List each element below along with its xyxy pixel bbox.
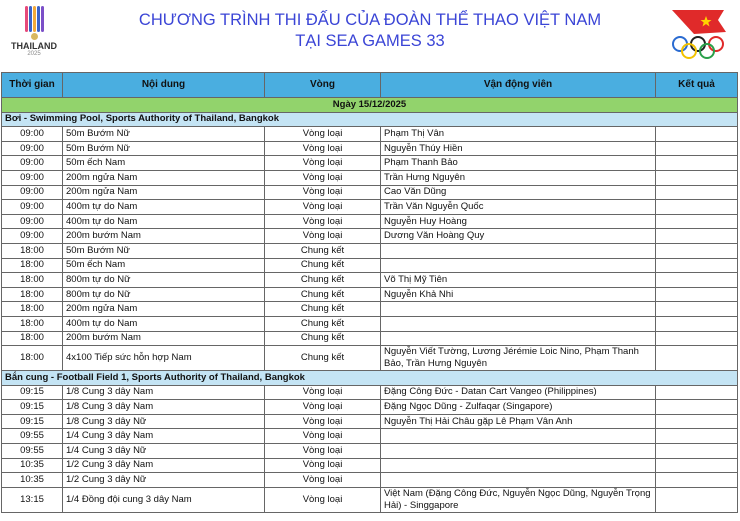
event-cell: 400m tự do Nam (63, 200, 265, 215)
round-cell: Vòng loại (265, 170, 381, 185)
sea-games-logo (10, 6, 58, 58)
athletes-cell: Phạm Thanh Bảo (381, 156, 656, 171)
round-cell: Vòng loại (265, 429, 381, 444)
result-cell (656, 243, 738, 258)
table-row (2, 473, 738, 488)
table-row (2, 414, 738, 429)
event-cell: 200m ngửa Nam (63, 170, 265, 185)
table-row (2, 444, 738, 459)
event-cell: 1/8 Cung 3 dây Nữ (63, 414, 265, 429)
event-cell: 50m Bướm Nữ (63, 127, 265, 142)
time-cell: 18:00 (2, 287, 63, 302)
event-cell: 200m ngửa Nam (63, 302, 265, 317)
table-row (2, 200, 738, 215)
time-cell: 09:00 (2, 200, 63, 215)
logo-year: 2025 (27, 51, 41, 57)
result-cell (656, 229, 738, 244)
event-cell: 50m ếch Nam (63, 156, 265, 171)
result-cell (656, 385, 738, 400)
round-cell: Vòng loại (265, 385, 381, 400)
table-row (2, 400, 738, 415)
round-cell: Vòng loại (265, 458, 381, 473)
time-cell: 09:00 (2, 141, 63, 156)
table-row (2, 302, 738, 317)
time-cell: 18:00 (2, 243, 63, 258)
round-cell: Vòng loại (265, 487, 381, 512)
athletes-cell: Trần Hưng Nguyên (381, 170, 656, 185)
round-cell: Chung kết (265, 346, 381, 371)
table-row (2, 258, 738, 273)
round-cell: Chung kết (265, 258, 381, 273)
round-cell: Vòng loại (265, 141, 381, 156)
athletes-cell: Nguyễn Thúy Hiền (381, 141, 656, 156)
round-cell: Vòng loại (265, 400, 381, 415)
time-cell: 09:00 (2, 185, 63, 200)
time-cell: 18:00 (2, 316, 63, 331)
time-cell: 13:15 (2, 487, 63, 512)
athletes-cell: Nguyễn Khả Nhi (381, 287, 656, 302)
athletes-cell: Cao Văn Dũng (381, 185, 656, 200)
round-cell: Chung kết (265, 273, 381, 288)
round-cell: Vòng loại (265, 156, 381, 171)
result-cell (656, 473, 738, 488)
athletes-cell: Nguyễn Viết Tường, Lương Jérémie Loic Nino, Phạm Thanh Bảo, Trần Hưng Nguyên (381, 346, 656, 371)
event-cell: 800m tự do Nữ (63, 287, 265, 302)
athletes-cell (381, 331, 656, 346)
time-cell: 18:00 (2, 302, 63, 317)
event-cell: 4x100 Tiếp sức hỗn hợp Nam (63, 346, 265, 371)
event-cell: 1/8 Cung 3 dây Nam (63, 385, 265, 400)
venue-label: Bắn cung - Football Field 1, Sports Authority of Thailand, Bangkok (2, 371, 738, 386)
time-cell: 18:00 (2, 273, 63, 288)
page-title (100, 10, 640, 52)
result-cell (656, 258, 738, 273)
athletes-cell (381, 444, 656, 459)
round-cell: Vòng loại (265, 127, 381, 142)
time-cell: 09:15 (2, 385, 63, 400)
table-row (2, 487, 738, 512)
athletes-cell: Võ Thị Mỹ Tiên (381, 273, 656, 288)
date-row (2, 98, 738, 113)
round-cell: Chung kết (265, 316, 381, 331)
round-cell: Vòng loại (265, 229, 381, 244)
result-cell (656, 273, 738, 288)
col-event: Nội dung (63, 73, 265, 98)
result-cell (656, 127, 738, 142)
table-row (2, 385, 738, 400)
round-cell: Chung kết (265, 302, 381, 317)
result-cell (656, 444, 738, 459)
event-cell: 1/4 Đồng đội cung 3 dây Nam (63, 487, 265, 512)
time-cell: 09:15 (2, 400, 63, 415)
event-cell: 1/4 Cung 3 dây Nam (63, 429, 265, 444)
time-cell: 10:35 (2, 473, 63, 488)
event-cell: 50m ếch Nam (63, 258, 265, 273)
result-cell (656, 414, 738, 429)
athletes-cell (381, 243, 656, 258)
athletes-cell: Đặng Công Đức - Datan Cart Vangeo (Philippines) (381, 385, 656, 400)
event-cell: 1/2 Cung 3 dây Nam (63, 458, 265, 473)
result-cell (656, 200, 738, 215)
round-cell: Vòng loại (265, 200, 381, 215)
logo-text: THAILAND (11, 41, 57, 51)
result-cell (656, 156, 738, 171)
table-row (2, 346, 738, 371)
vietnam-olympic-logo (668, 8, 730, 60)
round-cell: Vòng loại (265, 444, 381, 459)
table-row (2, 156, 738, 171)
result-cell (656, 346, 738, 371)
event-cell: 800m tự do Nữ (63, 273, 265, 288)
table-row (2, 243, 738, 258)
title-line-1: CHƯƠNG TRÌNH THI ĐẤU CỦA ĐOÀN THỂ THAO VIỆT NAM (138, 11, 602, 29)
round-cell: Vòng loại (265, 414, 381, 429)
athletes-cell (381, 302, 656, 317)
table-row (2, 273, 738, 288)
col-result: Kết quả (656, 73, 738, 98)
table-row (2, 127, 738, 142)
athletes-cell: Nguyễn Huy Hoàng (381, 214, 656, 229)
time-cell: 09:00 (2, 156, 63, 171)
event-cell: 200m ngửa Nam (63, 185, 265, 200)
result-cell (656, 185, 738, 200)
table-row (2, 287, 738, 302)
athletes-cell: Việt Nam (Đặng Công Đức, Nguyễn Ngọc Dũng, Nguyễn Trọng Hải) - Singgapore (381, 487, 656, 512)
table-row (2, 229, 738, 244)
time-cell: 09:00 (2, 170, 63, 185)
result-cell (656, 331, 738, 346)
table-row (2, 331, 738, 346)
schedule-table (1, 72, 738, 513)
result-cell (656, 487, 738, 512)
result-cell (656, 400, 738, 415)
table-row (2, 316, 738, 331)
athletes-cell: Đặng Ngọc Dũng - Zulfaqar (Singapore) (381, 400, 656, 415)
athletes-cell: Trần Văn Nguyễn Quốc (381, 200, 656, 215)
event-cell: 50m Bướm Nữ (63, 141, 265, 156)
col-time: Thời gian (2, 73, 63, 98)
venue-label: Bơi - Swimming Pool, Sports Authority of Thailand, Bangkok (2, 112, 738, 127)
col-round: Vòng (265, 73, 381, 98)
table-row (2, 458, 738, 473)
time-cell: 10:35 (2, 458, 63, 473)
time-cell: 09:15 (2, 414, 63, 429)
table-row (2, 170, 738, 185)
event-cell: 400m tự do Nam (63, 214, 265, 229)
athletes-cell (381, 258, 656, 273)
time-cell: 09:55 (2, 429, 63, 444)
event-cell: 1/2 Cung 3 dây Nữ (63, 473, 265, 488)
event-cell: 200m bướm Nam (63, 331, 265, 346)
round-cell: Vòng loại (265, 473, 381, 488)
time-cell: 18:00 (2, 346, 63, 371)
time-cell: 18:00 (2, 331, 63, 346)
event-cell: 1/8 Cung 3 dây Nam (63, 400, 265, 415)
title-line-2: TẠI SEA GAMES 33 (295, 32, 445, 50)
athletes-cell (381, 458, 656, 473)
venue-row (2, 371, 738, 386)
event-cell: 1/4 Cung 3 dây Nữ (63, 444, 265, 459)
col-athletes: Vận động viên (381, 73, 656, 98)
athletes-cell: Nguyễn Thị Hải Châu gặp Lê Phạm Vân Anh (381, 414, 656, 429)
result-cell (656, 214, 738, 229)
time-cell: 09:00 (2, 214, 63, 229)
time-cell: 09:00 (2, 229, 63, 244)
venue-row (2, 112, 738, 127)
round-cell: Vòng loại (265, 214, 381, 229)
result-cell (656, 458, 738, 473)
round-cell: Vòng loại (265, 185, 381, 200)
time-cell: 09:55 (2, 444, 63, 459)
result-cell (656, 141, 738, 156)
result-cell (656, 429, 738, 444)
table-row (2, 214, 738, 229)
athletes-cell (381, 429, 656, 444)
event-cell: 200m bướm Nam (63, 229, 265, 244)
table-header (2, 73, 738, 98)
table-row (2, 185, 738, 200)
round-cell: Chung kết (265, 243, 381, 258)
round-cell: Chung kết (265, 287, 381, 302)
round-cell: Chung kết (265, 331, 381, 346)
athletes-cell: Phạm Thị Vân (381, 127, 656, 142)
result-cell (656, 170, 738, 185)
athletes-cell (381, 473, 656, 488)
table-row (2, 429, 738, 444)
time-cell: 09:00 (2, 127, 63, 142)
result-cell (656, 316, 738, 331)
event-cell: 50m Bướm Nữ (63, 243, 265, 258)
result-cell (656, 287, 738, 302)
date-label: Ngày 15/12/2025 (2, 98, 738, 113)
table-row (2, 141, 738, 156)
athletes-cell: Dương Văn Hoàng Quy (381, 229, 656, 244)
time-cell: 18:00 (2, 258, 63, 273)
event-cell: 400m tự do Nam (63, 316, 265, 331)
athletes-cell (381, 316, 656, 331)
result-cell (656, 302, 738, 317)
